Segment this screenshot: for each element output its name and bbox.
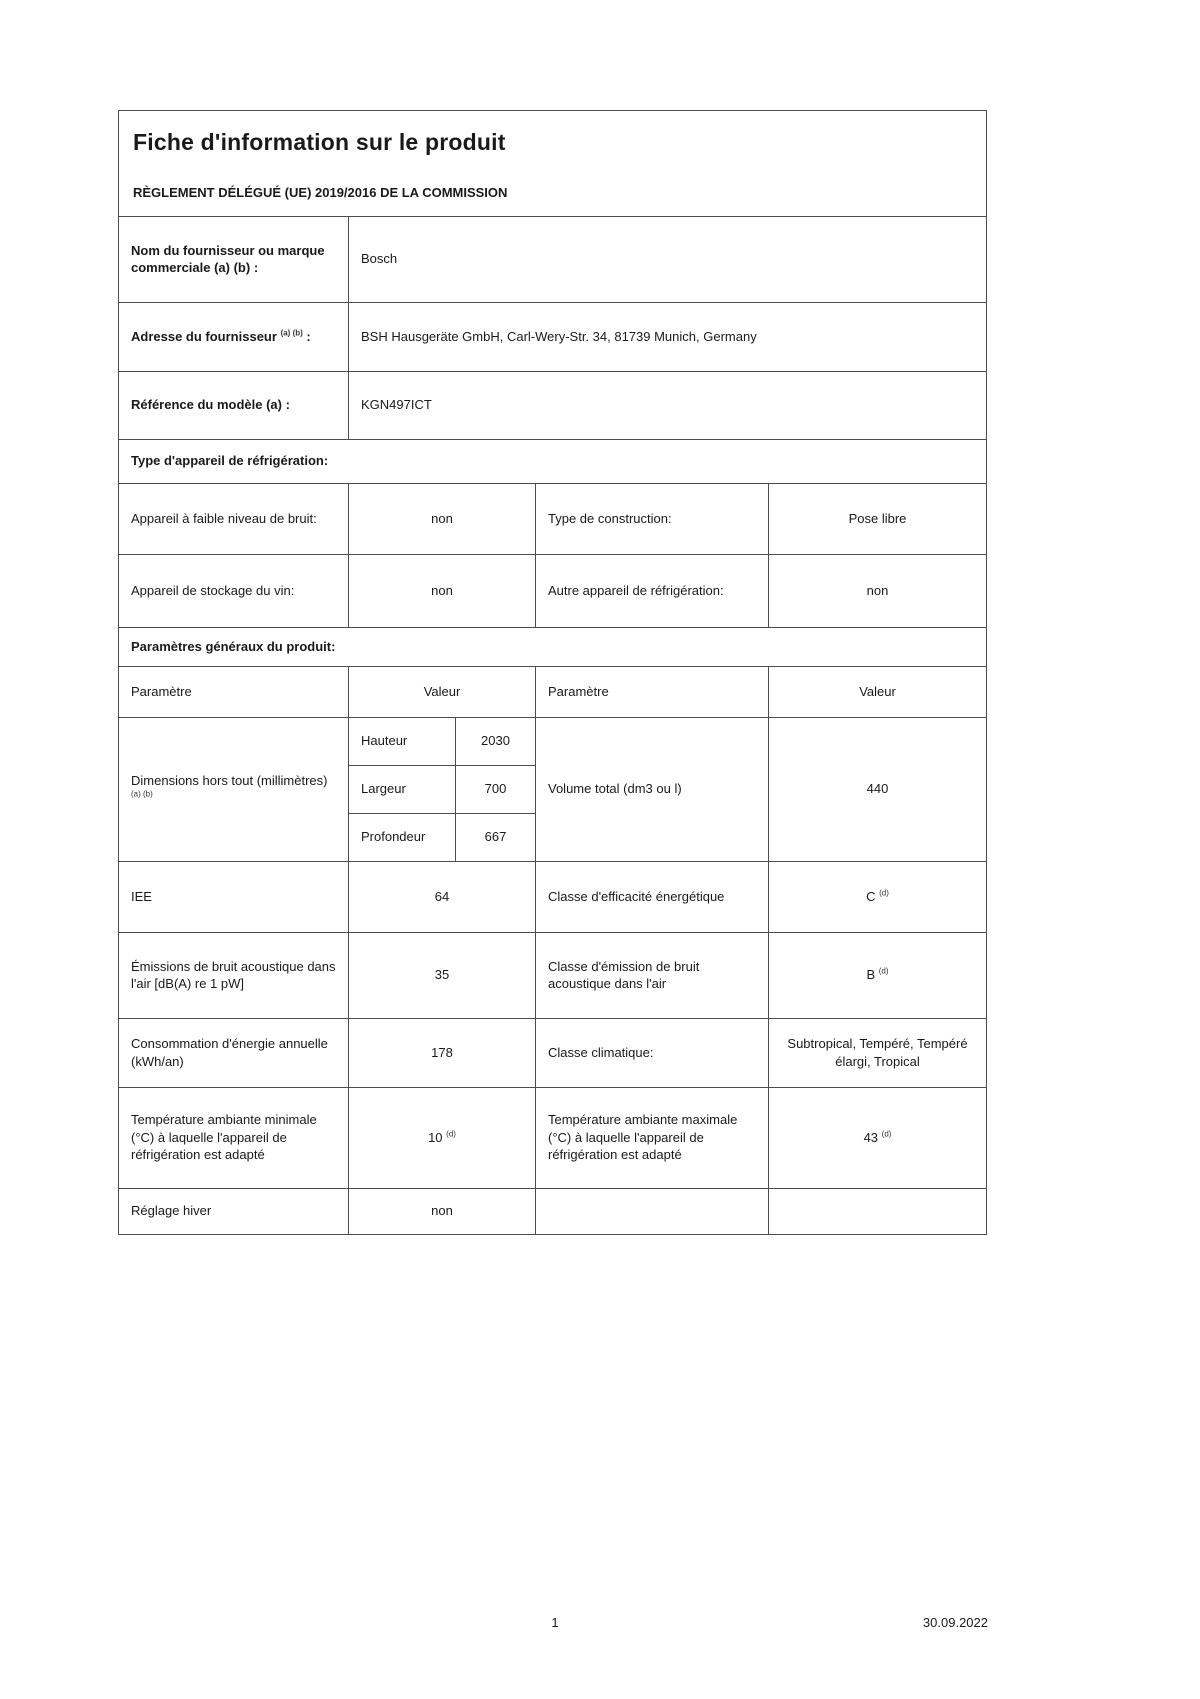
supplier-address-label-text: Adresse du fournisseur	[131, 328, 277, 344]
supplier-address-footnote: (a) (b)	[280, 328, 303, 338]
volume-label: Volume total (dm3 ou l)	[536, 717, 769, 861]
min-temp-footnote: (d)	[446, 1129, 456, 1139]
dimension-value: 667	[456, 813, 536, 861]
dimension-name: Largeur	[349, 765, 456, 813]
param-label: Type de construction:	[536, 483, 769, 554]
param-label: Réglage hiver	[119, 1188, 349, 1234]
param-label: Classe climatique:	[536, 1018, 769, 1087]
param-value	[349, 1087, 536, 1188]
param-label: Appareil de stockage du vin:	[119, 554, 349, 627]
dimension-name: Hauteur	[349, 717, 456, 765]
type-row-2	[119, 554, 987, 627]
column-header-value: Valeur	[349, 666, 536, 717]
model-reference-row	[119, 371, 987, 439]
column-header-value: Valeur	[769, 666, 987, 717]
param-value: non	[349, 1188, 536, 1234]
param-value: non	[349, 554, 536, 627]
title-cell	[119, 111, 987, 217]
param-label: Classe d'émission de bruit acoustique dans l'air	[536, 932, 769, 1018]
param-value	[769, 1087, 987, 1188]
dimensions-row-height	[119, 717, 987, 765]
param-value: Subtropical, Tempéré, Tempéré élargi, Tropical	[769, 1018, 987, 1087]
supplier-address-label-suffix: :	[302, 328, 311, 344]
param-label: Appareil à faible niveau de bruit:	[119, 483, 349, 554]
param-value: Pose libre	[769, 483, 987, 554]
param-value: 178	[349, 1018, 536, 1087]
supplier-address-row	[119, 302, 987, 371]
supplier-address-label	[119, 302, 349, 371]
min-temp-value: 10	[428, 1129, 443, 1145]
param-label	[536, 1188, 769, 1234]
winter-setting-row	[119, 1188, 987, 1234]
param-value: non	[769, 554, 987, 627]
general-section-heading-row	[119, 627, 987, 666]
param-label: Autre appareil de réfrigération:	[536, 554, 769, 627]
param-value	[769, 1188, 987, 1234]
page-number: 1	[551, 1615, 559, 1630]
dimensions-footnote: (a) (b)	[131, 789, 153, 799]
param-label: Température ambiante minimale (°C) à laquelle l'appareil de réfrigération est adapté	[119, 1087, 349, 1188]
model-reference-value: KGN497ICT	[349, 371, 987, 439]
page-title: Fiche d'information sur le produit	[133, 129, 506, 155]
energy-class-value: C	[866, 888, 876, 904]
dimensions-label-text: Dimensions hors tout (millimètres)	[131, 772, 328, 788]
noise-row	[119, 932, 987, 1018]
footer-date: 30.09.2022	[922, 1615, 988, 1630]
param-label: Émissions de bruit acoustique dans l'air [dB(A) re 1 pW]	[119, 932, 349, 1018]
column-header-param: Paramètre	[119, 666, 349, 717]
noise-class-value: B	[866, 967, 876, 983]
ambient-temperature-row	[119, 1087, 987, 1188]
param-value: 64	[349, 861, 536, 932]
regulation-subtitle: RÈGLEMENT DÉLÉGUÉ (UE) 2019/2016 DE LA COMMISSION	[133, 185, 508, 201]
title-row	[119, 111, 987, 217]
supplier-name-value: Bosch	[349, 216, 987, 302]
param-value: 35	[349, 932, 536, 1018]
supplier-name-label: Nom du fournisseur ou marque commerciale (a) (b) :	[119, 216, 349, 302]
max-temp-footnote: (d)	[881, 1129, 892, 1139]
type-section-heading: Type d'appareil de réfrigération:	[119, 439, 987, 483]
general-section-heading: Paramètres généraux du produit:	[119, 627, 987, 666]
column-header-param: Paramètre	[536, 666, 769, 717]
energy-class-footnote: (d)	[879, 888, 889, 898]
param-label: IEE	[119, 861, 349, 932]
dimension-value: 2030	[456, 717, 536, 765]
iee-row	[119, 861, 987, 932]
dimensions-label	[119, 717, 349, 861]
type-row-1	[119, 483, 987, 554]
max-temp-value: 43	[863, 1129, 879, 1145]
dimension-value: 700	[456, 765, 536, 813]
supplier-name-row	[119, 216, 987, 302]
param-label: Consommation d'énergie annuelle (kWh/an)	[119, 1018, 349, 1087]
noise-class-footnote: (d)	[878, 966, 889, 976]
column-header-row	[119, 666, 987, 717]
model-reference-label: Référence du modèle (a) :	[119, 371, 349, 439]
volume-value: 440	[769, 717, 987, 861]
param-value	[769, 861, 987, 932]
energy-consumption-row	[119, 1018, 987, 1087]
param-value	[769, 932, 987, 1018]
supplier-address-value: BSH Hausgeräte GmbH, Carl-Wery-Str. 34, 81739 Munich, Germany	[349, 302, 987, 371]
dimension-name: Profondeur	[349, 813, 456, 861]
param-value: non	[349, 483, 536, 554]
type-section-heading-row	[119, 439, 987, 483]
product-information-table	[118, 110, 987, 1235]
param-label: Température ambiante maximale (°C) à laquelle l'appareil de réfrigération est adapté	[536, 1087, 769, 1188]
param-label: Classe d'efficacité énergétique	[536, 861, 769, 932]
